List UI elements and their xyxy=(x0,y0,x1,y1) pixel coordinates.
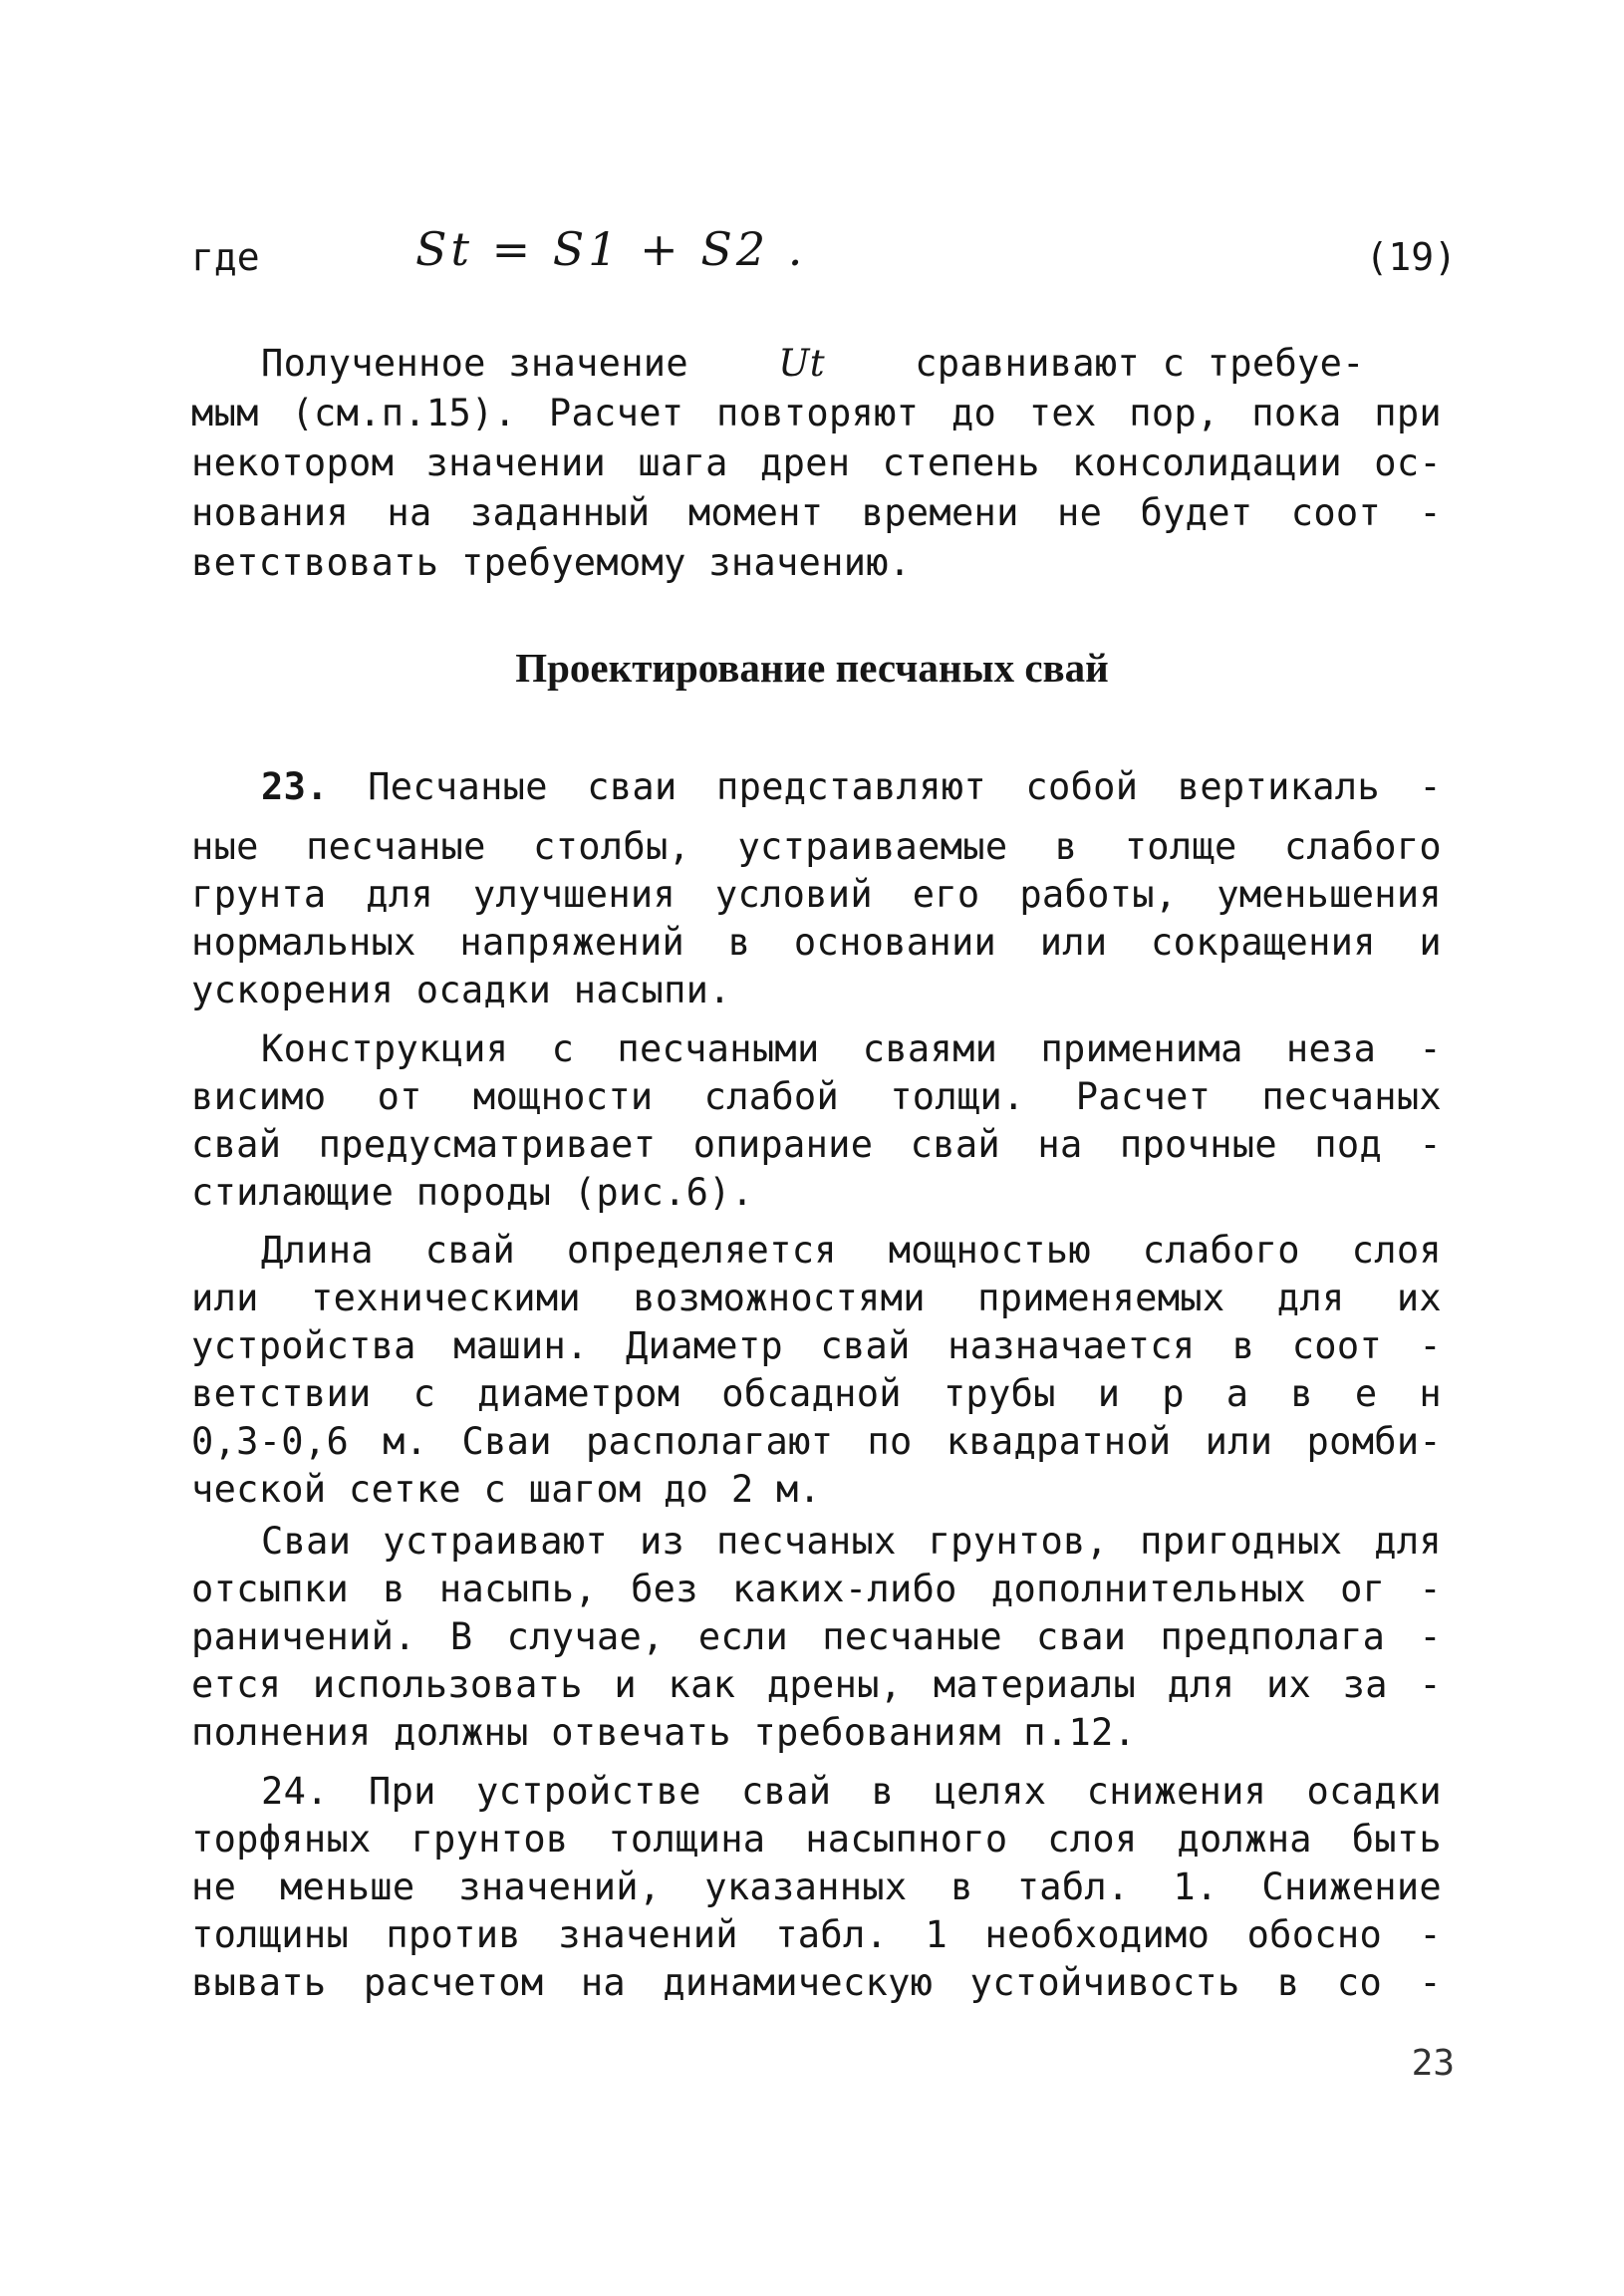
equation-number: (19) xyxy=(1365,235,1457,279)
text-fragment: Песчаные сваи представляют собой вертикаль - xyxy=(368,765,1442,808)
text-fragment: Полученное значение xyxy=(261,342,688,385)
paragraph-line: висимо от мощности слабой толщи. Расчет песчаных xyxy=(191,1075,1442,1118)
paragraph-line: устройства машин. Диаметр свай назначается в соот - xyxy=(191,1324,1442,1367)
paragraph-line: грунта для улучшения условий его работы, уменьшения xyxy=(191,873,1442,916)
paragraph-line: ные песчаные столбы, устраиваемые в толще слабого xyxy=(191,825,1442,868)
paragraph-line xyxy=(261,762,1442,812)
text-fragment: сравнивают с требуе- xyxy=(915,342,1365,385)
paragraph-line xyxy=(261,339,1442,389)
paragraph-line: 0,3-0,6 м. Сваи располагают по квадратной или ромби- xyxy=(191,1420,1442,1463)
paragraph-line: раничений. В случае, если песчаные сваи предполага - xyxy=(191,1615,1442,1658)
formula-expression: St = S1 + S2 . xyxy=(415,222,807,276)
paragraph-line: полнения должны отвечать требованиям п.12. xyxy=(191,1711,1137,1754)
paragraph-line: не меньше значений, указанных в табл. 1. Снижение xyxy=(191,1866,1442,1908)
paragraph-line: ускорения осадки насыпи. xyxy=(191,969,731,1011)
paragraph-line: вывать расчетом на динамическую устойчивость в со - xyxy=(191,1961,1442,2004)
paragraph-line: ется использовать и как дрены, материалы для их за - xyxy=(191,1663,1442,1706)
paragraph-line: 24. При устройстве свай в целях снижения осадки xyxy=(261,1770,1442,1813)
paragraph-line: толщины против значений табл. 1 необходимо обосно - xyxy=(191,1913,1442,1956)
paragraph-line: Конструкция с песчаными сваями применима неза - xyxy=(261,1027,1442,1070)
page-number: 23 xyxy=(1411,2043,1455,2084)
where-word: где xyxy=(191,235,260,279)
consolidation-symbol: Ut xyxy=(778,342,825,385)
paragraph-line: ческой сетке с шагом до 2 м. xyxy=(191,1468,822,1511)
paragraph-line: стилающие породы (рис.6). xyxy=(191,1171,754,1214)
paragraph-line: ветствии с диаметром обсадной трубы и р а в е н xyxy=(191,1372,1442,1415)
paragraph-line: мым (см.п.15). Расчет повторяют до тех пор, пока при xyxy=(191,392,1442,434)
paragraph-line: торфяных грунтов толщина насыпного слоя должна быть xyxy=(191,1818,1442,1861)
paragraph-line: нормальных напряжений в основании или сокращения и xyxy=(191,921,1442,964)
paragraph-line: Длина свай определяется мощностью слабого слоя xyxy=(261,1229,1442,1272)
section-heading: Проектирование песчаных свай xyxy=(515,645,1109,691)
paragraph-line: нования на заданный момент времени не будет соот - xyxy=(191,491,1442,534)
paragraph-line: свай предусматривает опирание свай на прочные под - xyxy=(191,1123,1442,1166)
item-number: 23. xyxy=(261,765,329,808)
paragraph-line: ветствовать требуемому значению. xyxy=(191,541,912,584)
paragraph-line: отсыпки в насыпь, без каких-либо дополнительных ог - xyxy=(191,1568,1442,1610)
paragraph-line: Сваи устраивают из песчаных грунтов, пригодных для xyxy=(261,1520,1442,1563)
paragraph-line: некотором значении шага дрен степень консолидации ос- xyxy=(191,441,1442,484)
formula-row xyxy=(191,222,1457,287)
paragraph-line: или техническими возможностями применяемых для их xyxy=(191,1277,1442,1319)
